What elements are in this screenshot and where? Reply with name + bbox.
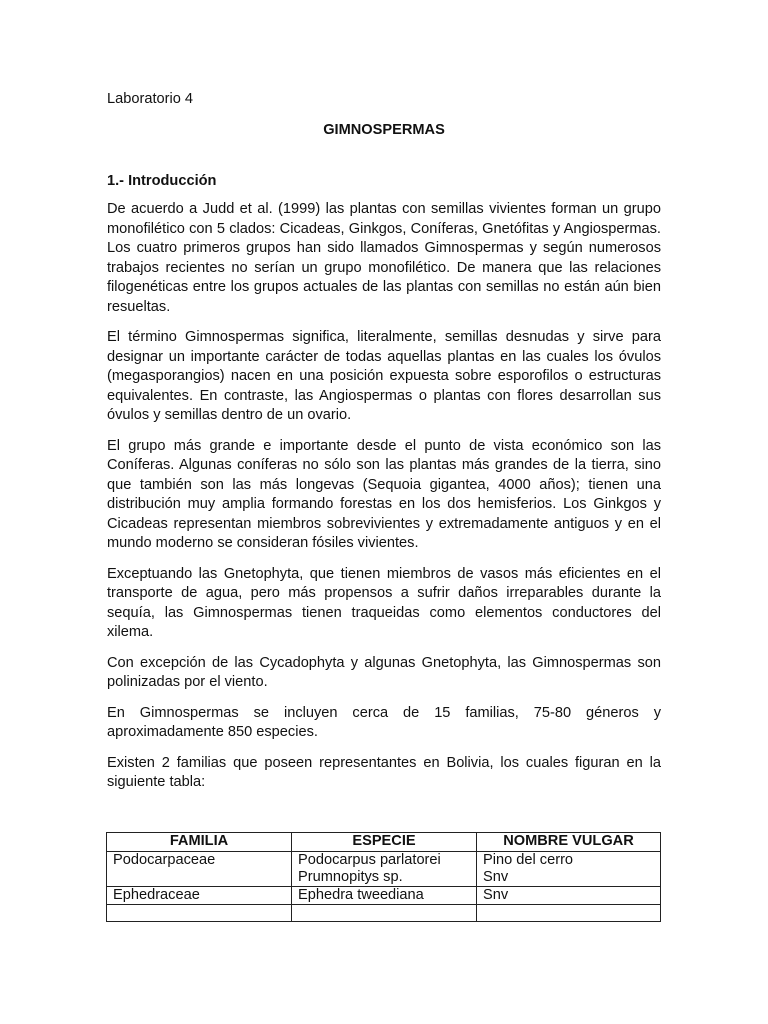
cell-text: Pino del cerro xyxy=(483,852,574,868)
cell-text: Ephedra tweediana xyxy=(298,887,424,903)
cell-nombre-vulgar xyxy=(477,905,661,922)
cell-especie xyxy=(292,905,477,922)
header-familia: FAMILIA xyxy=(107,833,292,852)
header-especie: ESPECIE xyxy=(292,833,477,852)
cell-nombre-vulgar xyxy=(477,887,661,905)
cell-text: Snv xyxy=(483,869,509,885)
table-header-row xyxy=(107,833,661,852)
paragraph-coniferas: El grupo más grande e importante desde el punto de vista económico son las Coníferas. Algunas coníferas no sólo son las plantas más grandes de la tierra, sino que también son las más longevas (Sequoia gigantea, 4000 años); tienen una distribución muy amplia formando forestas en los dos hemisferios. Los Ginkgos y Cicadeas representan miembros sobrevivientes y extremadamente antiguos y en el mundo moderno se consideran fósiles vivientes. xyxy=(107,437,661,551)
cell-text: Prumnopitys sp. xyxy=(298,869,403,885)
table-row xyxy=(107,852,661,887)
cell-familia xyxy=(107,905,292,922)
cell-especie xyxy=(292,887,477,905)
paragraph-intro: De acuerdo a Judd et al. (1999) las plantas con semillas vivientes forman un grupo monofilético con 5 clados: Cicadeas, Ginkgos, Coníferas, Gnetófitas y Angiospermas. Los cuatro primeros grupos han sido llamados Gimnospermas y según numerosos trabajos recientes no serían un grupo monofilético. De manera que las relaciones filogenéticas entre los grupos actuales de las plantas con semillas no están aún bien resueltas. xyxy=(107,201,661,315)
paragraph-gnetophyta: Exceptuando las Gnetophyta, que tienen miembros de vasos más eficientes en el transporte de agua, pero más propensos a sufrir daños irreparables durante la sequía, las Gimnospermas tienen traqueidas como elementos conductores del xilema. xyxy=(107,565,661,640)
document-page xyxy=(107,90,661,793)
paragraph-definition: El término Gimnospermas significa, literalmente, semillas desnudas y sirve para designar un importante carácter de todas aquellas plantas en las cuales los óvulos (megasporangios) nacen en una posición expuesta sobre esporofilos o estructuras equivalentes. En contraste, las Angiospermas o plantas con flores desarrollan sus óvulos y semillas dentro de un ovario. xyxy=(107,329,661,423)
paragraph-familias: En Gimnospermas se incluyen cerca de 15 familias, 75-80 géneros y aproximadamente 850 especies. xyxy=(107,704,661,740)
paragraph-bolivia: Existen 2 familias que poseen representantes en Bolivia, los cuales figuran en la siguiente tabla: xyxy=(107,754,661,790)
paragraph-polinizacion: Con excepción de las Cycadophyta y algunas Gnetophyta, las Gimnospermas son polinizadas por el viento. xyxy=(107,654,661,690)
table-row xyxy=(107,887,661,905)
cell-especie xyxy=(292,852,477,887)
cell-familia xyxy=(107,887,292,905)
table-row-empty xyxy=(107,905,661,922)
document-header: Laboratorio 4 xyxy=(107,91,194,107)
cell-familia xyxy=(107,852,292,887)
cell-text: Ephedraceae xyxy=(113,887,200,903)
cell-text: Snv xyxy=(483,887,509,903)
cell-nombre-vulgar xyxy=(477,852,661,887)
section-heading: 1.- Introducción xyxy=(107,172,217,189)
header-nombre-vulgar: NOMBRE VULGAR xyxy=(477,833,661,852)
species-table xyxy=(106,832,661,922)
cell-text: Podocarpaceae xyxy=(113,852,216,868)
document-title: GIMNOSPERMAS xyxy=(323,122,445,138)
cell-text: Podocarpus parlatorei xyxy=(298,852,441,868)
